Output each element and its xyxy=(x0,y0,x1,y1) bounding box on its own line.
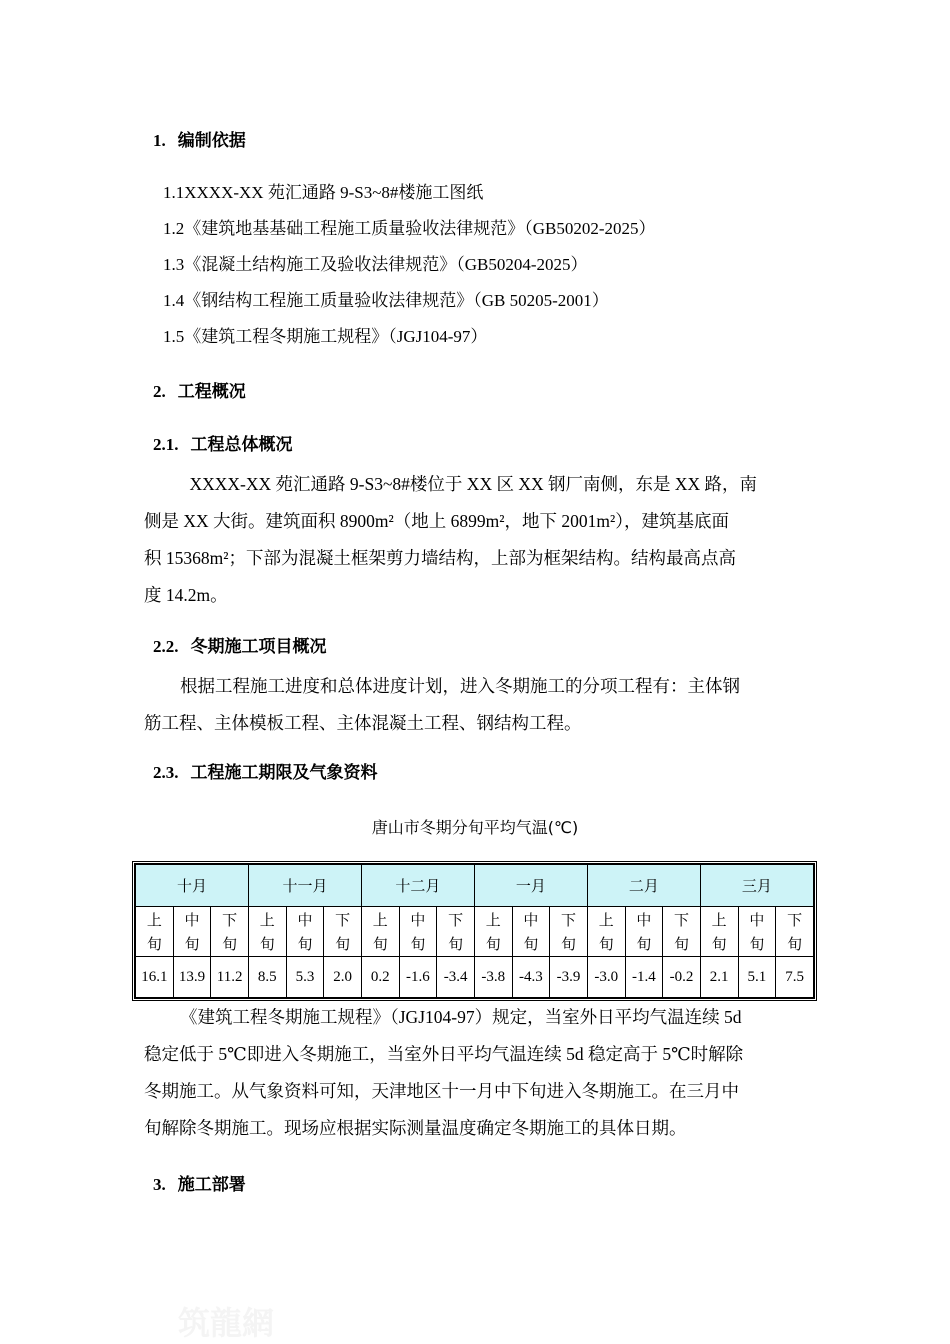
dekad-header-cell: 上 旬 xyxy=(587,907,625,957)
temperature-cell: 11.2 xyxy=(211,957,249,998)
temperature-cell: 5.1 xyxy=(738,957,776,998)
temperature-cell: 5.3 xyxy=(286,957,324,998)
month-header-cell: 一月 xyxy=(474,865,587,907)
temperature-cell: -1.4 xyxy=(625,957,663,998)
paragraph-line: 根据工程施工进度和总体进度计划，进入冬期施工的分项工程有：主体钢 xyxy=(180,676,740,696)
dekad-header-cell: 中 旬 xyxy=(399,907,437,957)
paragraph-line: XXXX-XX 苑汇通路 9-S3~8#楼位于 XX 区 XX 钢厂南侧，东是 XX 路，南 xyxy=(172,474,758,494)
section-2-heading: 2. 工程概况 xyxy=(153,382,246,402)
winter-items-paragraph xyxy=(144,668,806,742)
temperature-cell: -1.6 xyxy=(399,957,437,998)
overview-paragraph xyxy=(144,466,806,614)
paragraph-line: 冬期施工。从气象资料可知，天津地区十一月中下旬进入冬期施工。在三月中 xyxy=(144,1081,739,1101)
dekad-header-row xyxy=(136,907,814,957)
paragraph-line: 侧是 XX 大街。建筑面积 8900m²（地上 6899m²，地下 2001m²），建筑基底面 xyxy=(144,511,729,531)
temperature-cell: 2.1 xyxy=(700,957,738,998)
paragraph-line: 旬解除冬期施工。现场应根据实际测量温度确定冬期施工的具体日期。 xyxy=(144,1118,687,1138)
paragraph-line: 稳定低于 5℃即进入冬期施工，当室外日平均气温连续 5d 稳定高于 5℃时解除 xyxy=(144,1044,744,1064)
month-header-cell: 十一月 xyxy=(248,865,361,907)
dekad-header-cell: 下 旬 xyxy=(324,907,362,957)
regulation-paragraph xyxy=(144,999,806,1147)
temperature-cell: -3.8 xyxy=(474,957,512,998)
paragraph-line: 积 15368m²；下部为混凝土框架剪力墙结构，上部为框架结构。结构最高点高 xyxy=(144,548,736,568)
section-2-3-heading: 2.3. 工程施工期限及气象资料 xyxy=(153,763,378,783)
section-3-heading: 3. 施工部署 xyxy=(153,1175,246,1195)
month-header-row xyxy=(136,865,814,907)
temperature-cell: -4.3 xyxy=(512,957,550,998)
paragraph-line: 度 14.2m。 xyxy=(144,585,228,605)
dekad-header-cell: 中 旬 xyxy=(738,907,776,957)
temperature-cell: 16.1 xyxy=(136,957,174,998)
temperature-cell: 7.5 xyxy=(776,957,814,998)
dekad-header-cell: 中 旬 xyxy=(286,907,324,957)
table-caption: 唐山市冬期分旬平均气温(℃) xyxy=(371,818,579,837)
dekad-header-cell: 中 旬 xyxy=(173,907,211,957)
month-header-cell: 十月 xyxy=(136,865,249,907)
dekad-header-cell: 下 旬 xyxy=(663,907,701,957)
reference-1: 1.1XXXX-XX 苑汇通路 9-S3~8#楼施工图纸 xyxy=(163,183,484,202)
month-header-cell: 二月 xyxy=(587,865,700,907)
dekad-header-cell: 上 旬 xyxy=(700,907,738,957)
reference-3: 1.3《混凝土结构施工及验收法律规范》（GB50204-2025） xyxy=(163,255,588,274)
temperature-cell: -3.0 xyxy=(587,957,625,998)
dekad-header-cell: 下 旬 xyxy=(211,907,249,957)
dekad-header-cell: 下 旬 xyxy=(437,907,475,957)
dekad-header-cell: 上 旬 xyxy=(136,907,174,957)
temperature-value-row xyxy=(136,957,814,998)
watermark-logo: 筑龍網 xyxy=(178,1304,275,1342)
dekad-header-cell: 中 旬 xyxy=(512,907,550,957)
dekad-header-cell: 上 旬 xyxy=(474,907,512,957)
reference-5: 1.5《建筑工程冬期施工规程》（JGJ104-97） xyxy=(163,327,488,346)
paragraph-line: 筋工程、主体模板工程、主体混凝土工程、钢结构工程。 xyxy=(144,713,582,733)
section-1-heading: 1. 编制依据 xyxy=(153,131,246,151)
temperature-cell: 8.5 xyxy=(248,957,286,998)
reference-2: 1.2《建筑地基基础工程施工质量验收法律规范》（GB50202-2025） xyxy=(163,219,656,238)
month-header-cell: 三月 xyxy=(700,865,813,907)
temperature-cell: 0.2 xyxy=(361,957,399,998)
temperature-cell: -3.4 xyxy=(437,957,475,998)
temperature-cell: -3.9 xyxy=(550,957,588,998)
paragraph-line: 《建筑工程冬期施工规程》（JGJ104-97）规定，当室外日平均气温连续 5d xyxy=(180,1007,742,1027)
dekad-header-cell: 中 旬 xyxy=(625,907,663,957)
section-2-2-heading: 2.2. 冬期施工项目概况 xyxy=(153,637,327,657)
temperature-cell: -0.2 xyxy=(663,957,701,998)
section-2-1-heading: 2.1. 工程总体概况 xyxy=(153,435,293,455)
dekad-header-cell: 下 旬 xyxy=(550,907,588,957)
reference-4: 1.4《钢结构工程施工质量验收法律规范》（GB 50205-2001） xyxy=(163,291,609,310)
dekad-header-cell: 上 旬 xyxy=(361,907,399,957)
temperature-table xyxy=(132,861,817,1001)
temperature-cell: 2.0 xyxy=(324,957,362,998)
month-header-cell: 十二月 xyxy=(361,865,474,907)
dekad-header-cell: 下 旬 xyxy=(776,907,814,957)
dekad-header-cell: 上 旬 xyxy=(248,907,286,957)
temperature-cell: 13.9 xyxy=(173,957,211,998)
